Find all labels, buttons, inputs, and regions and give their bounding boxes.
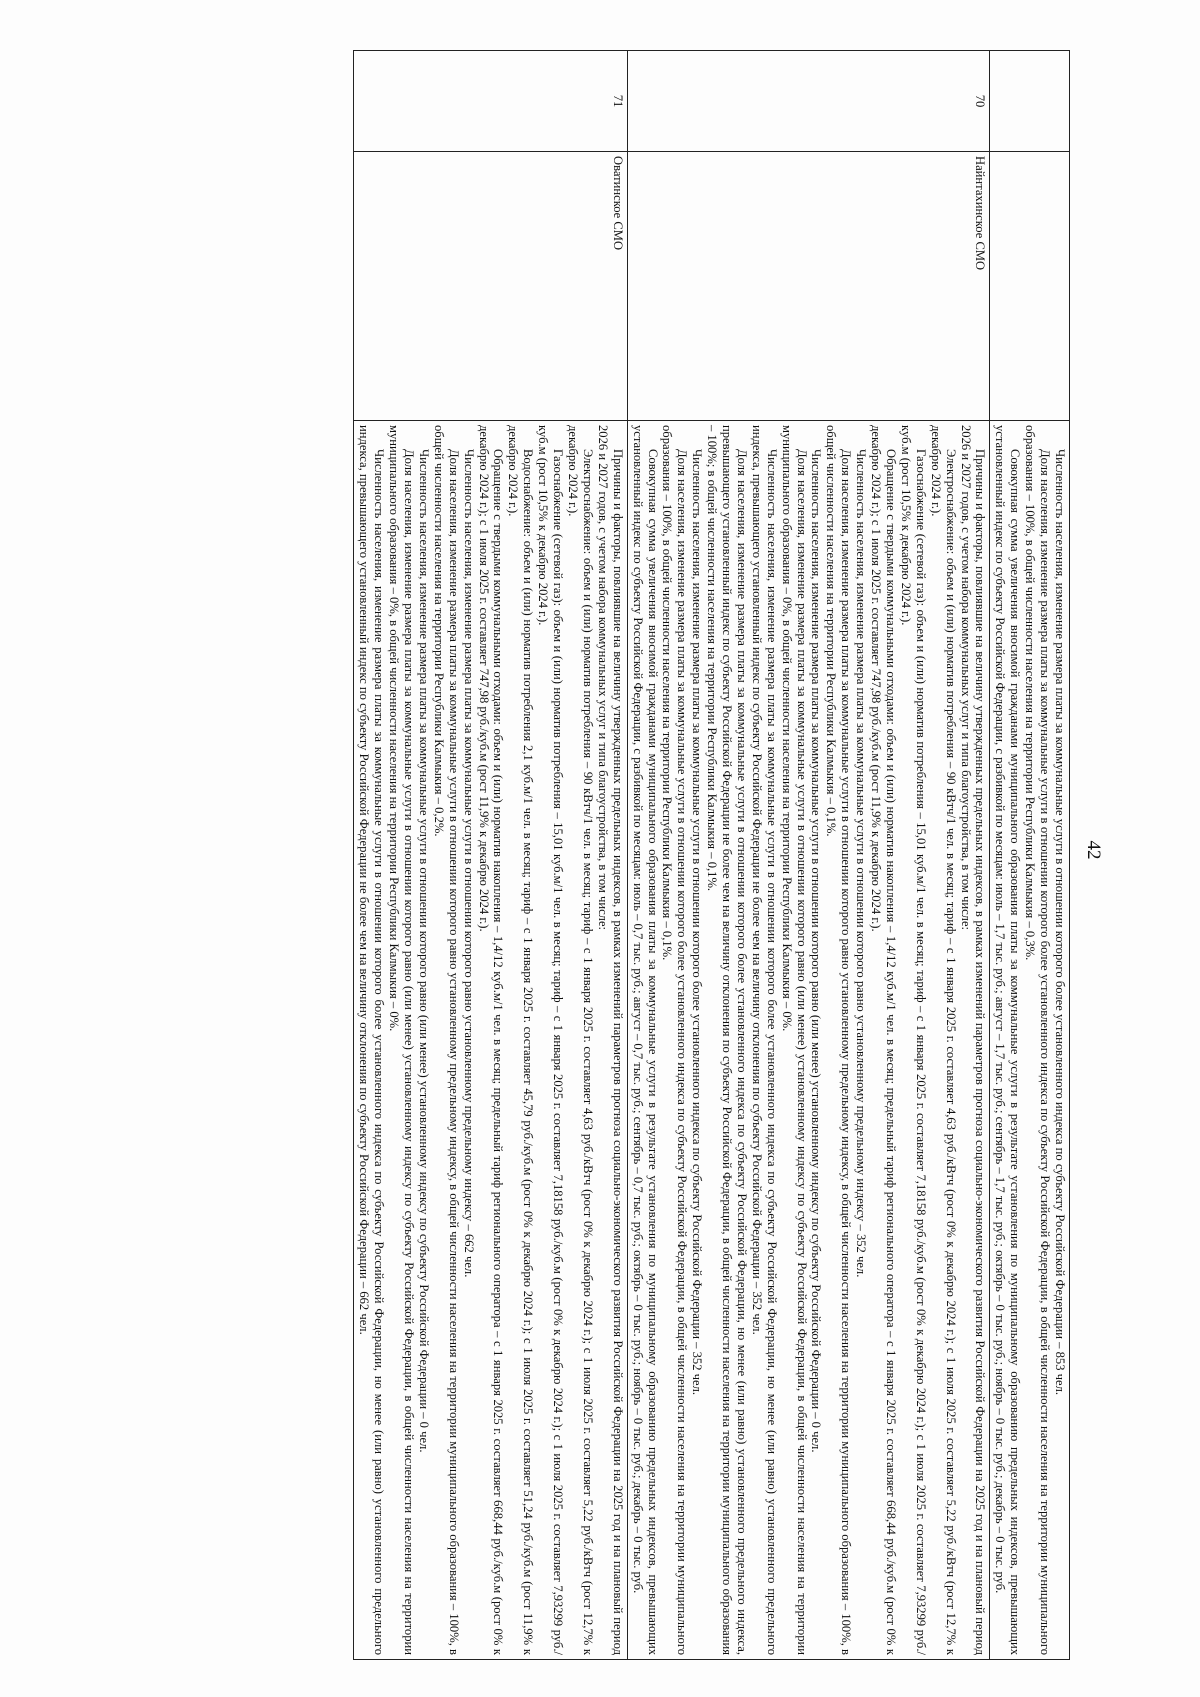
description-paragraph: Газоснабжение (сетевой газ): объем и (или) норматив потребления – 15,01 куб.м/1 чел. в месяц; тариф – с 1 января 2025 г. составляет 7,18158 руб./куб.м (рост 0% к декабрю 2024 г.); с 1 июля 2025 г. составляет 7,93299 руб./куб.м (рост 10,5% к декабрю 2024 г.).	[536, 425, 566, 1655]
description-cell	[354, 421, 627, 1660]
description-cell	[990, 421, 1070, 1660]
row-number	[990, 51, 1070, 152]
description-paragraph: Газоснабжение (сетевой газ): объем и (или) норматив потребления – 15,01 куб.м/1 чел. в месяц; тариф – с 1 января 2025 г. составляет 7,18158 руб./куб.м (рост 0% к декабрю 2024 г.); с 1 июля 2025 г. составляет 7,93299 руб./куб.м (рост 10,5% к декабрю 2024 г.).	[898, 425, 928, 1655]
description-paragraph: Численность населения, изменение размера платы за коммунальные услуги в отношении которого равно (или менее) установленному индексу по субъекту Российской Федерации – 0 чел.	[809, 449, 824, 1453]
row-number: 71	[354, 51, 627, 152]
description-paragraph: Совокупная сумма увеличения вносимой гражданами муниципального образования платы за коммунальные услуги в результате установления по муниципальному образованию предельных индексов, превышающих установленный индекс по субъекту Российской Федерации, с разбивкой по месяцам: июль – 1,7 тыс. руб.; август – 1,7 тыс. руб.; сентябрь – 1,7 тыс. руб.; октябрь – 0 тыс. руб.; ноябрь – 0 тыс. руб.; декабрь – 0 тыс. руб.	[993, 425, 1023, 1655]
description-paragraph: Водоснабжение: объем и (или) норматив потребления 2,1 куб.м/1 чел. в месяц; тариф – с 1 января 2025 г. составляет 45,79 руб./куб.м (рост 0% к декабрю 2024 г.); с 1 июля 2025 г. составляет 51,24 руб./куб.м (рост 11,9% к декабрю 2024 г.).	[506, 425, 536, 1655]
description-paragraph: Причины и факторы, повлиявшие на величину утвержденных предельных индексов, в рамках изменений параметров прогноза социально-экономического развития Российской Федерации на 2025 год и на плановый период 2026 и 2027 годов, с учетом набора коммунальных услуг и типа благоустройства, в том числе:	[595, 425, 625, 1655]
municipality-name	[990, 152, 1070, 421]
table-body	[354, 51, 1070, 1660]
description-paragraph: Причины и факторы, повлиявшие на величину утвержденных предельных индексов, в рамках изменений параметров прогноза социально-экономического развития Российской Федерации на 2025 год и на плановый период 2026 и 2027 годов, с учетом набора коммунальных услуг и типа благоустройства, в том числе:	[958, 425, 988, 1655]
description-paragraph: Обращение с твердыми коммунальными отходами: объем и (или) норматив накопления – 1,4/12 куб.м/1 чел. в месяц; предельный тариф регионального оператора – с 1 января 2025 г. составляет 668,44 руб./куб.м (рост 0% к декабрю 2024 г.); с 1 июля 2025 г. составляет 747,98 руб./куб.м (рост 11,9% к декабрю 2024 г.).	[869, 425, 899, 1655]
description-paragraph: Электроснабжение: объем и (или) норматив потребления – 90 кВтч/1 чел. в месяц; тариф – с 1 января 2025 г. составляет 4,63 руб./кВтч (рост 0% к декабрю 2024 г.); с 1 июля 2025 г. составляет 5,22 руб./кВтч (рост 12,7% к декабрю 2024 г.).	[566, 425, 595, 1655]
description-paragraph: Численность населения, изменение размера платы за коммунальные услуги в отношении которого равно установленному предельному индексу – 352 чел.	[854, 449, 869, 1278]
municipality-name: Найнтахинское СМО	[627, 152, 990, 421]
municipality-table	[353, 50, 1070, 1660]
description-paragraph: Доля населения, изменение размера платы за коммунальные услуги в отношении которого равно (или менее) установленному индексу по субъекту Российской Федерации, в общей численности населения на территории муниципального образования – 0%, в общей численности населения на территории Республики Калмыкия – 0%.	[779, 425, 809, 1655]
description-paragraph: Численность населения, изменение размера платы за коммунальные услуги в отношении которого более установленного индекса по субъекту Российской Федерации, но менее (или равно) установленного предельного индекса, превышающего установленный индекс по субъекту Российской Федерации не более чем на величину отклонения по субъекту Российской Федерации – 352 чел.	[749, 425, 779, 1655]
description-paragraph: Доля населения, изменение размера платы за коммунальные услуги в отношении которого более установленного индекса по субъекту Российской Федерации, в общей численности населения на территории муниципального образования – 100%, в общей численности населения на территории Республики Калмыкия – 0,1%.	[660, 425, 690, 1655]
table-row	[990, 51, 1070, 1660]
description-paragraph: Доля населения, изменение размера платы за коммунальные услуги в отношении которого более установленного индекса по субъекту Российской Федерации, в общей численности населения на территории муниципального образования – 100%, в общей численности населения на территории Республики Калмыкия – 0,3%.	[1023, 425, 1053, 1655]
table-row	[627, 51, 990, 1660]
table-row	[354, 51, 627, 1660]
description-paragraph: Численность населения, изменение размера платы за коммунальные услуги в отношении которого более установленного индекса по субъекту Российской Федерации, но менее (или равно) установленного предельного индекса, превышающего установленный индекс по субъекту Российской Федерации не более чем на величину отклонения по субъекту Российской Федерации – 662 чел.	[357, 425, 387, 1655]
description-paragraph: Доля населения, изменение размера платы за коммунальные услуги в отношении которого равно установленному предельному индексу, в общей численности населения на территории муниципального образования – 100%, в общей численности населения на территории Республики Калмыкия – 0,1%.	[824, 425, 854, 1655]
municipality-name: Оватинское СМО	[354, 152, 627, 421]
description-paragraph: Электроснабжение: объем и (или) норматив потребления – 90 кВтч/1 чел. в месяц; тариф – с 1 января 2025 г. составляет 4,63 руб./кВтч (рост 0% к декабрю 2024 г.); с 1 июля 2025 г. составляет 5,22 руб./кВтч (рост 12,7% к декабрю 2024 г.).	[928, 425, 958, 1655]
row-number: 70	[627, 51, 990, 152]
description-paragraph: Доля населения, изменение размера платы за коммунальные услуги в отношении которого равно (или менее) установленному индексу по субъекту Российской Федерации, в общей численности населения на территории муниципального образования – 0%, в общей численности населения на территории Республики Калмыкия – 0%.	[387, 425, 417, 1655]
description-paragraph: Численность населения, изменение размера платы за коммунальные услуги в отношении которого более установленного индекса по субъекту Российской Федерации – 853 чел.	[1053, 449, 1067, 1396]
description-paragraph: Совокупная сумма увеличения вносимой гражданами муниципального образования платы за коммунальные услуги в результате установления по муниципальному образованию предельных индексов, превышающих установленный индекс по субъекту Российской Федерации, с разбивкой по месяцам: июль – 0,7 тыс. руб.; август – 0,7 тыс. руб.; сентябрь – 0,7 тыс. руб.; октябрь – 0 тыс. руб.; ноябрь – 0 тыс. руб.; декабрь – 0 тыс. руб.	[630, 425, 660, 1655]
rotated-content	[100, 50, 1110, 1655]
description-paragraph: Доля населения, изменение размера платы за коммунальные услуги в отношении которого равно установленному предельному индексу, в общей численности населения на территории муниципального образования – 100%, в общей численности населения на территории Республики Калмыкия – 0,2%.	[431, 425, 461, 1655]
description-paragraph: Обращение с твердыми коммунальными отходами: объем и (или) норматив накопления – 1,4/12 куб.м/1 чел. в месяц; предельный тариф регионального оператора – с 1 января 2025 г. составляет 668,44 руб./куб.м (рост 0% к декабрю 2024 г.); с 1 июля 2025 г. составляет 747,98 руб./куб.м (рост 11,9% к декабрю 2024 г.).	[476, 425, 506, 1655]
page-number: 42	[1083, 840, 1104, 860]
description-paragraph: Численность населения, изменение размера платы за коммунальные услуги в отношении которого более установленного индекса по субъекту Российской Федерации – 352 чел.	[690, 449, 705, 1396]
description-paragraph: Численность населения, изменение размера платы за коммунальные услуги в отношении которого равно установленному предельному индексу – 662 чел.	[461, 449, 476, 1278]
description-cell	[627, 421, 990, 1660]
description-paragraph: Численность населения, изменение размера платы за коммунальные услуги в отношении которого равно (или менее) установленному индексу по субъекту Российской Федерации – 0 чел.	[416, 449, 431, 1453]
description-paragraph: Доля населения, изменение размера платы за коммунальные услуги в отношении которого более установленного индекса по субъекту Российской Федерации, но менее (или равно) установленного предельного индекса, превышающего установленный индекс по субъекту Российской Федерации не более чем на величину отклонения по субъекту Российской Федерации, в общей численности населения на территории муниципального образования – 100%; в общей численности населения на территории Республики Калмыкия – 0,1%.	[705, 425, 749, 1655]
